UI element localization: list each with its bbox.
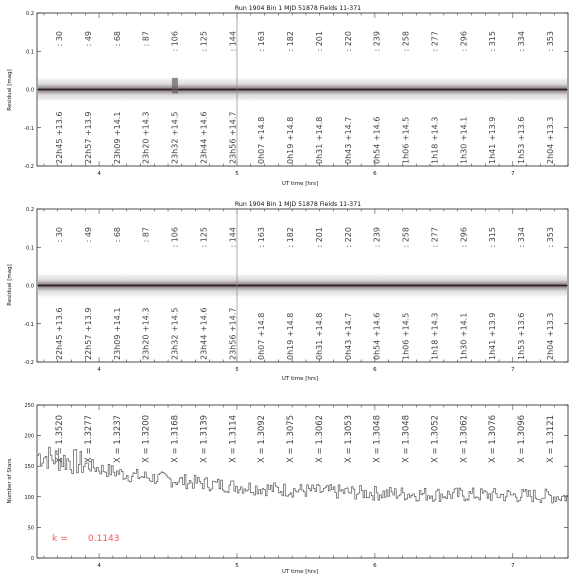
y-tick-label: 0.0 [26,87,34,94]
panel-title: Run 1904 Bin 1 MJD 51878 Fields 11-371 [234,201,362,208]
residual-panel-middle [7,201,568,382]
field-coordinate: 23h20 +14.3 [141,111,151,164]
airmass-label [228,415,238,463]
airmass-value: X = 1.3048 [401,414,412,463]
x-tick-label: 5 [235,367,239,373]
field-number: : 182 [286,31,296,52]
airmass-label [402,415,412,463]
field-coordinate: 0h31 +14.8 [314,312,324,360]
field-coord-label [142,308,151,361]
field-coord-label [517,313,526,360]
field-number: : 353 [546,227,555,248]
y-tick-label: 0 [30,556,34,562]
star-count-panel [7,403,568,575]
field-coordinate: 23h32 +14.5 [170,307,180,360]
field-coordinate: 0h31 +14.8 [314,116,324,164]
field-coord-label [199,308,208,361]
field-number: : 68 [112,31,122,47]
airmass-label [459,415,469,463]
field-number: : 220 [343,31,353,52]
field-coordinate: 0h54 +14.6 [372,312,382,360]
airmass-value: X = 1.3277 [83,414,94,463]
field-number: : 49 [83,31,93,47]
field-coordinate: 1h06 +14.5 [401,116,411,164]
field-number: : 277 [430,31,440,52]
field-number-label [344,227,353,248]
y-axis-label [7,69,13,111]
field-coord-label [546,117,555,164]
field-number-label [84,31,93,46]
y-tick-label: -0.1 [24,125,34,132]
airmass-label [286,415,296,463]
x-tick-label: 5 [235,563,239,569]
field-number: : 144 [228,227,238,248]
field-coord-label [286,117,295,164]
field-number-label [142,31,151,46]
airmass-label [171,415,181,463]
airmass-label [257,415,267,463]
field-coordinate: 22h57 +13.9 [83,307,93,360]
field-coordinate: 0h19 +14.8 [286,312,296,360]
y-tick-label: 250 [24,403,34,409]
field-number: : 258 [401,227,411,248]
airmass-value: X = 1.3121 [546,414,556,463]
field-coord-label [113,308,122,361]
field-number: : 315 [488,227,498,248]
field-number: : 144 [228,31,238,52]
field-coordinate: 1h41 +13.9 [488,312,498,360]
field-coord-label [546,313,555,360]
field-coordinate: 22h45 +13.6 [55,307,64,360]
y-tick-label: -0.2 [24,164,34,170]
x-tick-label: 4 [97,171,101,177]
field-coordinate: 2h04 +13.3 [546,116,555,164]
y-axis-label [7,264,13,306]
field-coord-label [171,308,180,361]
field-number: : 201 [314,227,324,248]
field-coord-label [257,313,266,360]
field-number: : 106 [170,227,180,248]
field-coordinate: 1h30 +14.1 [459,312,469,360]
field-coordinate: 23h32 +14.5 [170,111,180,164]
field-coord-label [286,313,295,360]
field-coordinate: 0h07 +14.8 [257,116,267,164]
field-number: : 163 [257,31,267,52]
field-coordinate: 23h09 +14.1 [112,111,122,164]
svg-text:Residual [mag]: Residual [mag] [7,69,13,111]
field-coord-label [373,117,382,164]
field-number: : 353 [546,31,555,52]
airmass-label [113,415,123,463]
field-number: : 87 [141,31,151,47]
field-number-label [488,31,497,52]
field-number-label [113,227,122,242]
field-coord-label [257,117,266,164]
field-number: : 30 [55,31,64,47]
field-number: : 106 [170,31,180,52]
airmass-label [517,415,527,463]
airmass-label [430,415,440,463]
field-coord-label [459,117,468,164]
field-number-label [199,31,208,52]
y-tick-label: 100 [24,494,34,501]
y-tick-label: 0.1 [26,245,34,252]
field-number-label [546,31,555,52]
panel-title: Run 1904 Bin 1 MJD 51878 Fields 11-371 [234,5,362,12]
x-tick-label: 6 [373,171,377,177]
svg-text:Number of Stars: Number of Stars [7,458,13,504]
field-coord-label [430,313,439,360]
y-tick-label: 200 [24,433,34,440]
field-number-label [171,227,180,248]
field-number-label [315,227,324,248]
y-tick-label: 50 [27,525,34,532]
field-coordinate: 23h09 +14.1 [112,307,122,360]
field-coord-label [84,308,93,361]
field-coord-label [315,313,324,360]
airmass-value: X = 1.3052 [430,414,441,463]
x-tick-label: 6 [373,367,377,373]
airmass-label [344,415,354,463]
field-number: : 49 [83,227,93,243]
field-number-label [228,227,237,248]
airmass-label [546,415,556,463]
field-coordinate: 23h56 +14.7 [228,111,238,164]
field-number: : 334 [517,31,527,52]
field-number-label [430,227,439,248]
field-coord-label [113,112,122,165]
field-number-label [84,227,93,242]
field-coordinate: 23h44 +14.6 [199,111,209,164]
field-coord-label [459,313,468,360]
airmass-value: X = 1.3139 [199,414,210,463]
y-tick-label: 0.0 [26,283,34,290]
y-tick-label: -0.2 [24,360,34,366]
field-coord-label [142,112,151,165]
x-tick-label: 4 [97,367,101,373]
field-number: : 220 [343,227,353,248]
field-number: : 315 [488,31,498,52]
field-number: : 201 [314,31,324,52]
x-tick-label: 4 [97,563,101,569]
extinction-k-label: k = [52,534,68,544]
field-number-label [55,31,64,46]
field-number-label [199,227,208,248]
field-number: : 239 [372,227,382,248]
field-coordinate: 23h44 +14.6 [199,307,209,360]
field-number-label [373,227,382,248]
field-number-label [142,227,151,242]
airmass-label [373,415,383,463]
field-number: : 277 [430,227,440,248]
field-number-label [257,31,266,52]
y-axis-label [7,458,13,503]
field-number: : 125 [199,31,209,52]
field-coordinate: 2h04 +13.3 [546,312,555,360]
airmass-label [84,415,94,463]
field-coordinate: 0h43 +14.7 [343,116,353,164]
y-tick-label: -0.1 [24,321,34,328]
field-number: : 296 [459,227,469,248]
field-coord-label [488,313,497,360]
field-coordinate: 0h54 +14.6 [372,116,382,164]
airmass-value: X = 1.3062 [459,414,470,463]
field-number-label [228,31,237,52]
field-number: : 163 [257,227,267,248]
field-number-label [459,227,468,248]
field-number: : 125 [199,227,209,248]
field-coord-label [373,313,382,360]
field-number-label [171,31,180,52]
field-coordinate: 1h53 +13.6 [517,312,527,360]
airmass-label [199,415,209,463]
field-coord-label [402,313,411,360]
x-tick-label: 5 [235,171,239,177]
field-coordinate: 1h18 +14.3 [430,312,440,360]
airmass-value: X = 1.3076 [488,414,499,463]
field-coordinate: 1h06 +14.5 [401,312,411,360]
residual-panel-top [7,5,568,187]
field-number-label [517,31,526,52]
field-coordinate: 1h30 +14.1 [459,116,469,164]
y-tick-label: 0.2 [26,11,34,17]
field-coordinate: 0h19 +14.8 [286,116,296,164]
field-coord-label [517,117,526,164]
airmass-value: X = 1.3114 [228,414,239,463]
field-coordinate: 0h43 +14.7 [343,312,353,360]
field-coordinate: 23h20 +14.3 [141,307,151,360]
airmass-value: X = 1.3200 [141,414,152,463]
field-number-label [257,227,266,248]
field-coord-label [55,112,64,165]
field-number-label [402,31,411,52]
field-coord-label [84,112,93,165]
field-coordinate: 23h56 +14.7 [228,307,238,360]
field-coord-label [402,117,411,164]
field-coord-label [228,112,237,165]
field-coord-label [55,308,64,361]
x-tick-label: 7 [511,367,515,373]
field-coord-label [344,313,353,360]
field-number-label [373,31,382,52]
field-coordinate: 22h57 +13.9 [83,111,93,164]
field-number-label [113,31,122,46]
field-coord-label [344,117,353,164]
field-coord-label [430,117,439,164]
field-number: : 87 [141,227,151,243]
airmass-label [488,415,498,463]
field-number-label [286,31,295,52]
field-coord-label [228,308,237,361]
y-tick-label: 0.1 [26,49,34,56]
field-coordinate: 1h53 +13.6 [517,116,527,164]
x-tick-label: 7 [511,563,515,569]
field-coordinate: 22h45 +13.6 [55,111,64,164]
field-number-label [286,227,295,248]
field-number-label [315,31,324,52]
airmass-value: X = 1.3520 [55,414,65,463]
airmass-value: X = 1.3062 [314,414,325,463]
field-number-label [459,31,468,52]
field-number-label [344,31,353,52]
x-tick-label: 6 [373,563,377,569]
x-axis-label: UT time [hrs] [281,376,319,382]
field-number-label [402,227,411,248]
field-coord-label [315,117,324,164]
airmass-value: X = 1.3092 [257,414,268,463]
field-number-label [430,31,439,52]
airmass-label [142,415,152,463]
field-number-label [488,227,497,248]
field-coordinate: 1h41 +13.9 [488,116,498,164]
field-number-label [55,227,64,242]
field-coord-label [171,112,180,165]
airmass-value: X = 1.3168 [170,414,181,463]
airmass-value: X = 1.3096 [517,414,528,463]
airmass-label [315,415,325,463]
field-number-label [546,227,555,248]
residual-spike [172,78,178,94]
field-number: : 68 [112,227,122,243]
airmass-value: X = 1.3237 [112,414,123,463]
field-number: : 258 [401,31,411,52]
field-number: : 239 [372,31,382,52]
airmass-value: X = 1.3075 [286,414,297,463]
airmass-value: X = 1.3048 [372,414,383,463]
x-tick-label: 7 [511,171,515,177]
field-number: : 334 [517,227,527,248]
x-axis-label: UT time [hrs] [281,181,319,187]
field-coord-label [199,112,208,165]
field-number: : 182 [286,227,296,248]
x-axis-label: UT time [hrs] [281,569,319,575]
field-number: : 30 [55,227,64,243]
field-number: : 296 [459,31,469,52]
field-coord-label [488,117,497,164]
extinction-k-value: 0.1143 [88,534,120,544]
y-tick-label: 150 [24,464,34,471]
svg-text:Residual [mag]: Residual [mag] [7,264,13,306]
field-number-label [517,227,526,248]
airmass-value: X = 1.3053 [343,414,354,463]
y-tick-label: 0.2 [26,207,34,213]
field-coordinate: 0h07 +14.8 [257,312,267,360]
field-coordinate: 1h18 +14.3 [430,116,440,164]
